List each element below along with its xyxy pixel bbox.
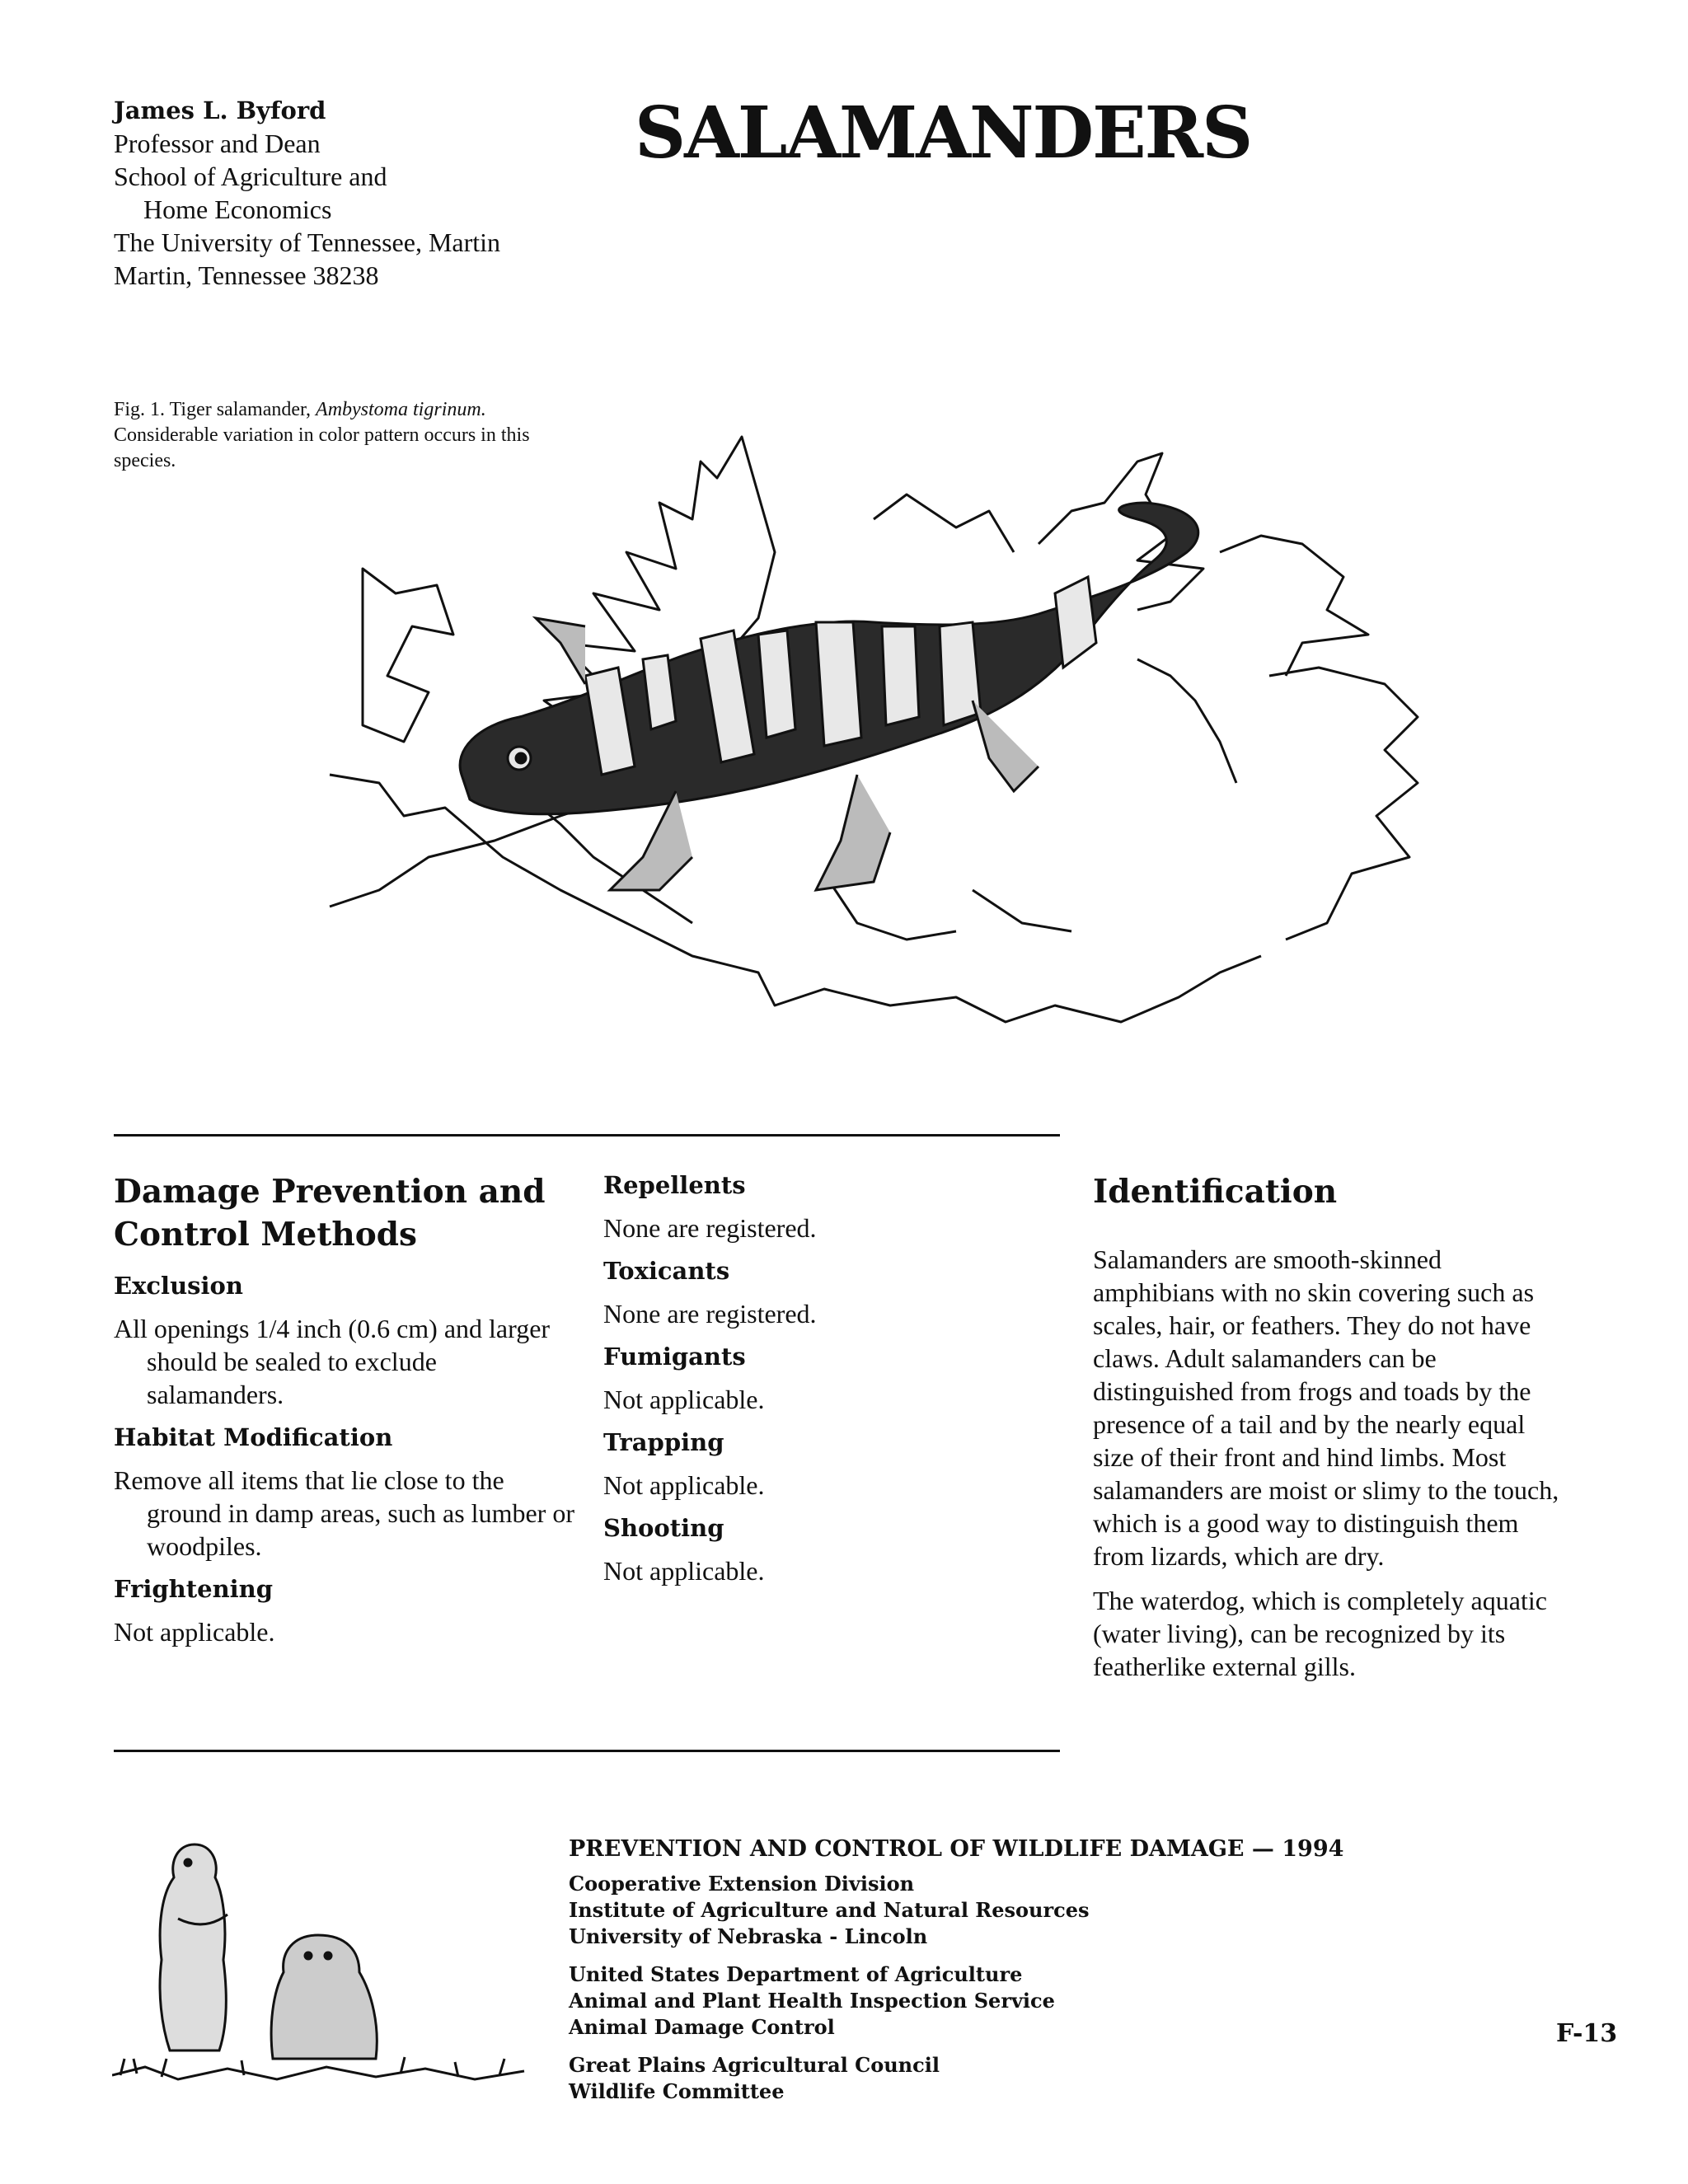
author-address: Martin, Tennessee 38238 [114,260,379,290]
damage-heading: Damage Prevention and Control Methods [114,1173,546,1254]
footer-line: Cooperative Extension Division [569,1872,915,1896]
salamander-illustration [313,429,1500,1038]
author-school-cont: Home Economics [143,194,332,224]
footer-line: Animal Damage Control [569,2015,835,2039]
section-divider-bottom [114,1750,1060,1752]
identification-heading: Identification [1093,1173,1338,1211]
caption-rest: Considerable variation in color pattern occurs in this species. [114,424,530,471]
caption-species: Ambystoma tigrinum. [316,399,486,420]
prairie-dogs-illustration [112,1828,532,2100]
identification-paragraph: Salamanders are smooth-skinned amphibians with no skin covering such as scales, hair, or feathers. They do not have claws. Adult salamanders can be distinguished from frogs and toads by the presence of a tail and by the nearly equal size of their front and hind limbs. Most salamanders are moist or slimy to the touch, which is a good way to distinguish them from lizards, which are dry. [1093,1244,1559,1571]
author-block [114,94,500,292]
footer-title: PREVENTION AND CONTROL OF WILDLIFE DAMAGE — 1994 [569,1836,1344,1862]
identification-column [1093,1170,1563,1694]
author-title: Professor and Dean [114,129,321,158]
publication-footer [569,1835,1343,2116]
exclusion-text: All openings 1/4 inch (0.6 cm) and larger should be sealed to exclude salamanders. [114,1314,551,1409]
author-name: James L. Byford [114,96,326,124]
exclusion-heading: Exclusion [114,1272,243,1300]
footer-group-council [569,2052,1343,2105]
shooting-text: Not applicable. [603,1556,765,1586]
repellents-heading: Repellents [603,1171,746,1199]
footer-line: Great Plains Agricultural Council [569,2053,940,2077]
footer-line: Institute of Agriculture and Natural Resources [569,1898,1090,1922]
footer-group-usda [569,1961,1343,2041]
footer-line: Animal and Plant Health Inspection Service [569,1989,1055,2013]
frightening-heading: Frightening [114,1575,274,1603]
trapping-heading: Trapping [603,1428,724,1456]
footer-line: University of Nebraska - Lincoln [569,1924,928,1948]
footer-group-nebraska [569,1871,1343,1950]
footer-line: United States Department of Agriculture [569,1962,1023,1986]
author-school: School of Agriculture and [114,162,387,191]
author-university: The University of Tennessee, Martin [114,227,501,257]
damage-column-1 [114,1170,575,1660]
caption-prefix: Fig. 1. Tiger salamander, [114,399,316,420]
shooting-heading: Shooting [603,1514,724,1542]
frightening-text: Not applicable. [114,1617,275,1647]
toxicants-heading: Toxicants [603,1257,730,1285]
identification-paragraph: The waterdog, which is completely aquatic (water living), can be recognized by its featherlike external gills. [1093,1586,1547,1681]
section-divider-top [114,1134,1060,1137]
repellents-text: None are registered. [603,1213,817,1243]
footer-line: Wildlife Committee [569,2079,785,2103]
damage-column-2 [603,1170,1048,1599]
habitat-heading: Habitat Modification [114,1423,393,1451]
fumigants-text: Not applicable. [603,1385,765,1414]
page-title: SALAMANDERS [635,91,1252,175]
trapping-text: Not applicable. [603,1470,765,1500]
fumigants-heading: Fumigants [603,1343,746,1371]
toxicants-text: None are registered. [603,1299,817,1329]
habitat-text: Remove all items that lie close to the ground in damp areas, such as lumber or woodpiles. [114,1465,574,1561]
page-number: F-13 [1556,2019,1618,2048]
